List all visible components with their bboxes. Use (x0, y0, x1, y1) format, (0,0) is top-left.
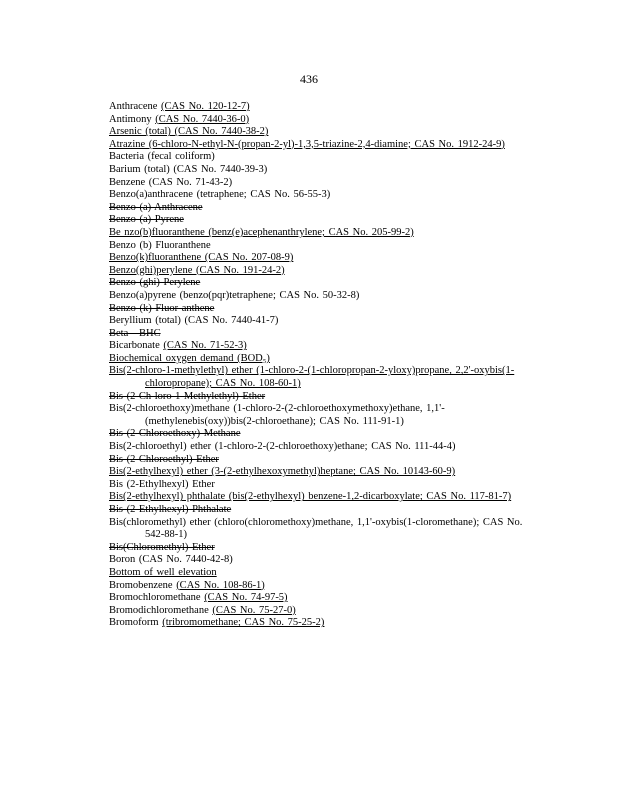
deleted-text: Benzo (a) Anthracene (109, 201, 203, 213)
inserted-text: Benzo(k)fluoranthene (CAS No. 207-08-9) (109, 252, 294, 264)
inserted-text: (CAS No. 75-27-0) (212, 604, 296, 616)
entry-text: Boron (CAS No. 7440-42-8) (109, 554, 233, 566)
inserted-text: Bis(2-chloro-1-methylethyl) ether (1-chloro-2-(1-chloropropan-2-yloxy)propane, 2,2'-oxybis(1-chloropropane); CAS No. 108-60-1) (109, 365, 515, 390)
entry (109, 542, 541, 555)
entry-text: Beryllium (total) (CAS No. 7440-41-7) (109, 315, 279, 327)
entry-text: Bis (2-Ethylhexyl) Ether (109, 478, 215, 490)
inserted-text: (CAS No. 74-97-5) (204, 592, 288, 604)
inserted-text: (CAS No. 71-52-3) (163, 340, 247, 352)
entry (109, 265, 541, 278)
entry-text: Bacteria (fecal coliform) (109, 151, 215, 163)
deleted-text: Benzo (k) Fluor anthene (109, 302, 215, 314)
page-number: 436 (300, 72, 318, 86)
inserted-text: Bottom of well elevation (109, 566, 217, 578)
inserted-text: Atrazine (6-chloro-N-ethyl-N-(propan-2-yl)-1,3,5-triazine-2,4-diamine; CAS No. 1912-24-9) (109, 138, 505, 150)
entry (109, 605, 541, 618)
entry (109, 466, 541, 479)
entry (109, 353, 541, 366)
entry (109, 441, 541, 454)
entry (109, 580, 541, 593)
entry (109, 391, 541, 404)
inserted-text: (CAS No. 120-12-7) (161, 101, 250, 112)
entry-text: Bis(chloromethyl) ether (chloro(chloromethoxy)methane, 1,1'-oxybis(1-cloromethane); CAS No. 542-88-1) (109, 516, 523, 541)
entry (109, 617, 541, 630)
entry (109, 479, 541, 492)
entry (109, 252, 541, 265)
inserted-text: Bis(2-ethylhexyl) ether (3-(2-ethylhexoxymethyl)heptane; CAS No. 10143-60-9) (109, 466, 456, 478)
entry (109, 240, 541, 253)
entry (109, 592, 541, 605)
entry (109, 189, 541, 202)
entry (109, 114, 541, 127)
inserted-text: Be nzo(b)fluoranthene (benz(e)acephenanthrylene; CAS No. 205-99-2) (109, 226, 414, 238)
entry-text: Bromobenzene (109, 579, 177, 591)
inserted-text: Benzo(ghi)perylene (CAS No. 191-24-2) (109, 264, 285, 276)
entry-text: Barium (total) (CAS No. 7440-39-3) (109, 163, 268, 175)
entry-list (109, 101, 541, 630)
entry-text: Bis(2-chloroethyl) ether (1-chloro-2-(2-chloroethoxy)ethane; CAS No. 111-44-4) (109, 441, 456, 453)
entry (109, 428, 541, 441)
entry (109, 164, 541, 177)
entry (109, 177, 541, 190)
entry (109, 365, 541, 390)
entry (109, 101, 541, 114)
inserted-text: Arsenic (total) (CAS No. 7440-38-2) (109, 126, 269, 138)
entry (109, 227, 541, 240)
entry-text: Bis(2-chloroethoxy)methane (1-chloro-2-(2-chloroethoxymethoxy)ethane, 1,1'-(methylenebis(oxy))bis(2-chloroethane); CAS No. 111-91-1) (109, 403, 445, 427)
entry (109, 202, 541, 215)
entry (109, 290, 541, 303)
inserted-text: (CAS No. 7440-36-0) (155, 113, 250, 125)
entry-text: Bicarbonate (109, 340, 164, 352)
deleted-text: Bis (2-Chloroethyl) Ether (109, 453, 219, 465)
deleted-text: Benzo (a) Pyrene (109, 214, 184, 226)
entry (109, 214, 541, 227)
entry-text: Benzene (CAS No. 71-43-2) (109, 176, 233, 188)
entry (109, 567, 541, 580)
entry (109, 328, 541, 341)
entry-text: Bromochloromethane (109, 592, 205, 604)
inserted-text: (CAS No. 108-86-1) (176, 579, 265, 591)
inserted-text: Bis(2-ethylhexyl) phthalate (bis(2-ethylhexyl) benzene-1,2-dicarboxylate; CAS No. 117-81-7) (109, 491, 512, 503)
deleted-text: Bis(Chloromethyl) Ether (109, 541, 215, 553)
entry (109, 315, 541, 328)
entry (109, 139, 541, 152)
inserted-text: Biochemical oxygen demand (BOD₅) (109, 352, 270, 364)
entry-text: Antimony (109, 113, 156, 125)
entry-text: Bromodichloromethane (109, 604, 213, 616)
deleted-text: Bis (2-Chloroethoxy) Methane (109, 428, 241, 440)
entry (109, 504, 541, 517)
entry (109, 454, 541, 467)
deleted-text: Bis (2-Ch loro-1-Methylethyl) Ether (109, 390, 266, 402)
inserted-text: (tribromomethane; CAS No. 75-25-2) (162, 617, 325, 629)
entry (109, 126, 541, 139)
entry (109, 151, 541, 164)
entry (109, 277, 541, 290)
deleted-text: Beta - BHC (109, 327, 161, 339)
deleted-text: Bis (2-Ethylhexyl) Phthalate (109, 504, 232, 515)
entry-text: Benzo (b) Fluoranthene (109, 239, 211, 251)
entry (109, 491, 541, 504)
entry-text: Bromoform (109, 617, 163, 629)
deleted-text: Benzo (ghi) Perylene (109, 277, 201, 289)
entry-text: Benzo(a)anthracene (tetraphene; CAS No. 56-55-3) (109, 189, 331, 201)
entry (109, 303, 541, 316)
entry (109, 517, 541, 542)
entry-text: Benzo(a)pyrene (benzo(pqr)tetraphene; CAS No. 50-32-8) (109, 289, 360, 301)
entry (109, 554, 541, 567)
entry-text: Anthracene (109, 101, 162, 112)
entry (109, 403, 541, 428)
entry (109, 340, 541, 353)
